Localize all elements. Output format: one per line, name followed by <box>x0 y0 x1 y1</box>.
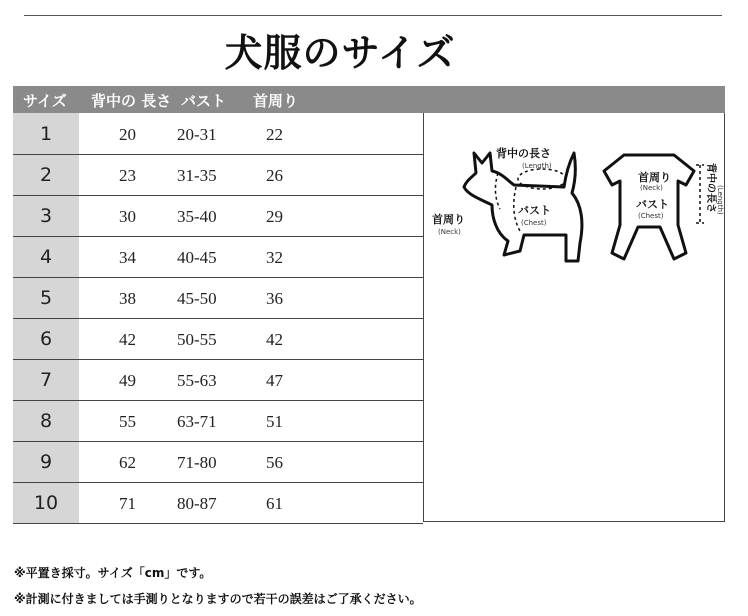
table-row <box>13 195 423 237</box>
chest-cell: 71-80 <box>177 453 217 472</box>
neck-cell: 36 <box>266 289 283 308</box>
neck-cell: 56 <box>266 453 283 472</box>
chest-cell: 55-63 <box>177 371 217 390</box>
note-tolerance: ※計測に付きましては手測りとなりますので若干の誤差はご了承ください。 <box>14 592 422 606</box>
table-row <box>13 400 423 442</box>
length-cell: 34 <box>119 248 136 267</box>
length-cell: 23 <box>119 166 136 185</box>
neck-cell: 61 <box>266 494 283 513</box>
dog-chest-en: (Chest) <box>521 219 547 227</box>
table-row <box>13 359 423 401</box>
shirt-chest-label: バスト <box>636 198 669 211</box>
dog-length-label: 背中の長さ <box>496 147 551 160</box>
table-row <box>13 482 423 524</box>
dog-neck-en: (Neck) <box>438 228 461 236</box>
neck-cell: 29 <box>266 207 283 226</box>
size-cell: 7 <box>39 369 53 391</box>
size-cell: 1 <box>39 123 53 145</box>
length-cell: 30 <box>119 207 136 226</box>
dog-neck-label: 首周り <box>432 213 465 226</box>
page-title: 犬服のサイズ <box>224 31 456 75</box>
chest-cell: 50-55 <box>177 330 217 349</box>
note-measurement: ※平置き採寸。サイズ「cm」です。 <box>14 566 212 580</box>
header-chest: バスト <box>181 92 227 110</box>
size-cell: 10 <box>33 492 59 514</box>
header-length: 背中の 長さ <box>91 92 172 110</box>
dog-length-en: (Length) <box>522 162 552 170</box>
size-cell: 9 <box>39 451 53 473</box>
header-neck: 首周り <box>253 92 299 110</box>
measurement-diagram-panel <box>423 113 725 522</box>
chest-cell: 45-50 <box>177 289 217 308</box>
size-rows <box>13 113 423 523</box>
top-divider <box>24 15 722 16</box>
size-cell: 4 <box>39 246 53 268</box>
shirt-neck-en: (Neck) <box>640 184 663 192</box>
table-row <box>13 318 423 360</box>
size-cell: 2 <box>39 164 53 186</box>
dog-neck-guide <box>495 173 500 209</box>
size-cell: 8 <box>39 410 53 432</box>
table-row <box>13 277 423 319</box>
length-cell: 62 <box>119 453 136 472</box>
chest-cell: 31-35 <box>177 166 217 185</box>
length-cell: 71 <box>119 494 136 513</box>
dog-chest-label: バスト <box>518 204 551 217</box>
size-table-body <box>13 113 725 523</box>
table-row <box>13 113 423 155</box>
chest-cell: 63-71 <box>177 412 217 431</box>
header-size: サイズ <box>23 92 67 110</box>
length-cell: 55 <box>119 412 136 431</box>
chest-cell: 40-45 <box>177 248 217 267</box>
shirt-chest-en: (Chest) <box>638 212 664 220</box>
table-row <box>13 236 423 278</box>
size-table-header <box>13 86 725 113</box>
length-cell: 49 <box>119 371 136 390</box>
length-cell: 20 <box>119 125 136 144</box>
neck-cell: 42 <box>266 330 283 349</box>
size-cell: 3 <box>39 205 53 227</box>
measurement-diagram <box>424 113 724 521</box>
neck-cell: 32 <box>266 248 283 267</box>
chest-cell: 80-87 <box>177 494 217 513</box>
shirt-neck-label: 首周り <box>638 171 671 184</box>
size-cell: 5 <box>39 287 53 309</box>
notes <box>14 564 422 616</box>
shirt-length-label: 背中の長さ <box>705 163 716 213</box>
chest-cell: 20-31 <box>177 125 217 144</box>
chest-cell: 35-40 <box>177 207 217 226</box>
shirt-length-en: (Length) <box>716 185 724 215</box>
table-row <box>13 441 423 483</box>
length-cell: 42 <box>119 330 136 349</box>
size-cell: 6 <box>39 328 53 350</box>
neck-cell: 51 <box>266 412 283 431</box>
shirt-length-guide <box>696 165 704 223</box>
table-row <box>13 154 423 196</box>
neck-cell: 47 <box>266 371 283 390</box>
length-cell: 38 <box>119 289 136 308</box>
neck-cell: 26 <box>266 166 283 185</box>
neck-cell: 22 <box>266 125 283 144</box>
